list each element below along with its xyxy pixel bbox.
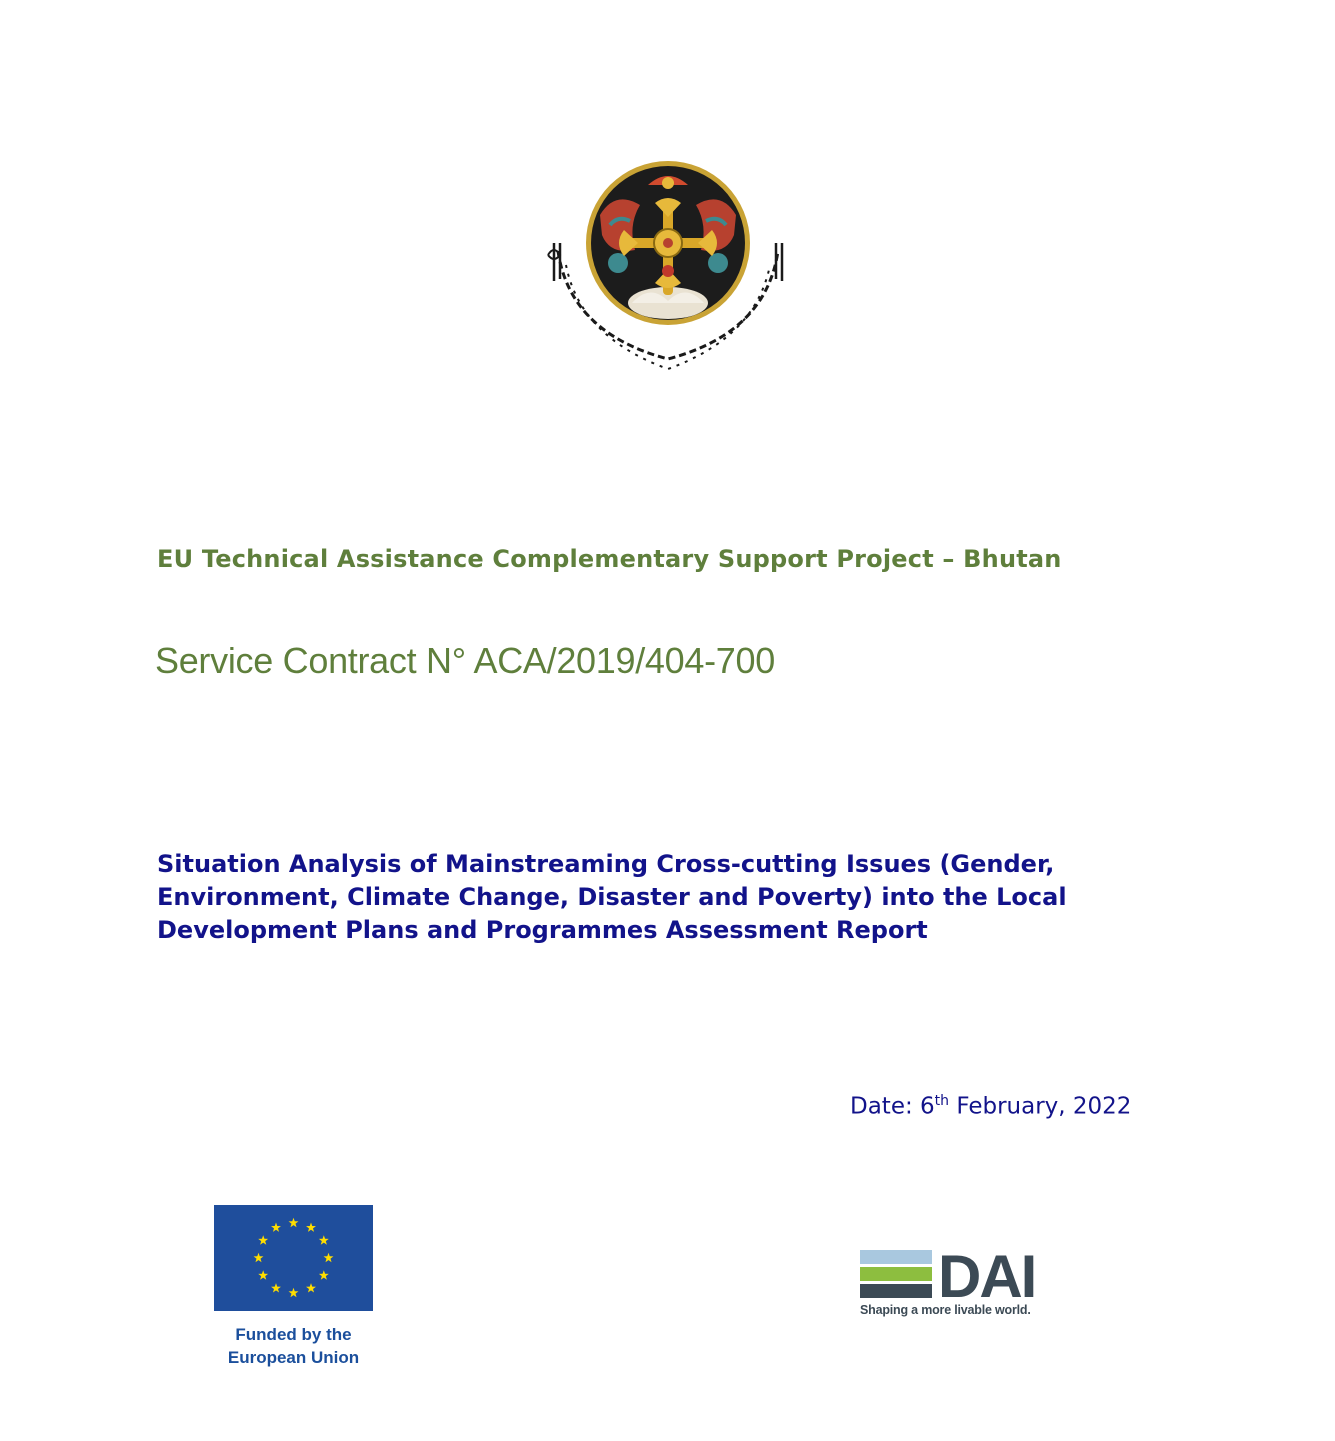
- eu-caption-line2: European Union: [227, 1348, 360, 1367]
- report-title: [157, 848, 1187, 947]
- eu-caption-line1: Funded by the: [235, 1325, 352, 1344]
- dai-tagline: Shaping a more livable world.: [860, 1303, 1031, 1317]
- date-ordinal-suffix: th: [934, 1093, 950, 1109]
- date-label: Date: 6: [850, 1093, 935, 1120]
- bhutan-royal-emblem-icon: [540, 155, 800, 395]
- report-date: [850, 1093, 1131, 1120]
- eu-flag-icon: [214, 1205, 373, 1311]
- report-title-line: Situation Analysis of Mainstreaming Cross-cutting Issues (Gender,: [157, 850, 1055, 878]
- date-rest: February, 2022: [949, 1093, 1132, 1120]
- dai-wordmark: DAI: [938, 1248, 1036, 1300]
- eu-funding-caption: [214, 1323, 373, 1369]
- project-title: EU Technical Assistance Complementary Support Project – Bhutan: [157, 545, 1062, 573]
- contract-number: Service Contract N° ACA/2019/404-700: [155, 640, 775, 681]
- report-title-line: Environment, Climate Change, Disaster and Poverty) into the Local: [157, 883, 1067, 911]
- report-title-line: Development Plans and Programmes Assessment Report: [157, 916, 928, 944]
- dai-logo-icon: [858, 1248, 1058, 1300]
